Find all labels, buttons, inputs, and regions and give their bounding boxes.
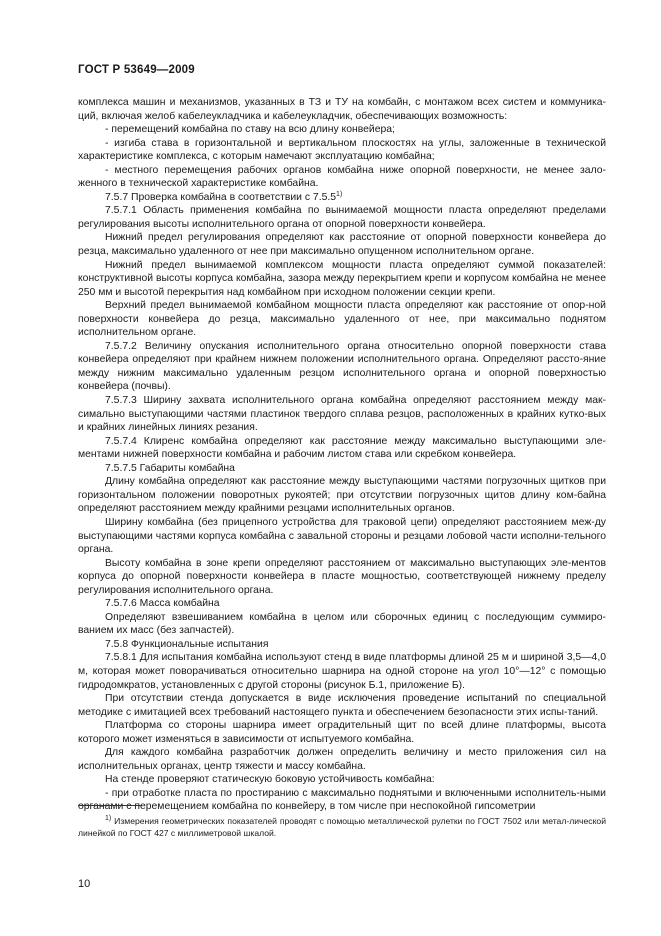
paragraph [78, 787, 606, 814]
paragraph-text: 7.5.8 Функциональные испытания [105, 638, 269, 650]
standard-header: ГОСТ Р 53649—2009 [78, 64, 195, 76]
paragraph [78, 123, 606, 137]
paragraph [78, 746, 606, 773]
paragraph [78, 137, 606, 164]
paragraph [78, 340, 606, 394]
paragraph-text: Нижний предел регулирования определяют как расстояние от опорной поверхности конвейера до резца, максимально удаленного от нее при максимально опущенном исполнительном органе. [78, 232, 606, 258]
paragraph-text: Высоту комбайна в зоне крепи определяют расстоянием от максимально выступающих эле-ментов корпуса до опорной поверхности конвейера в пласте мощностью, соответствующей нижнему пределу регулирования исполнительного органа. [78, 557, 606, 596]
paragraph [78, 611, 606, 638]
paragraph-text: 7.5.7.2 Величину опускания исполнительного органа относительно опорной поверхности става конвейера определяют при крайнем нижнем положении исполнительного органа. Определяют рассто-яние между нижним максимально удаленным резцом исполнительного органа и опорной поверхностью конвейера (почвы). [78, 340, 606, 393]
paragraph [78, 191, 606, 205]
footnote-marker: 1) [105, 815, 112, 822]
paragraph-text: Ширину комбайна (без прицепного устройства для траковой цепи) определяют расстоянием меж-ду выступающими частями корпуса комбайна с завальной стороны и резцами лобовой части исполни-тельного органа. [78, 516, 606, 556]
paragraph [78, 692, 606, 719]
footnote-reference: 1) [336, 190, 343, 198]
paragraph-text: 7.5.7.4 Клиренс комбайна определяют как расстояние между максимально выступающими эле-ментами нижней поверхности комбайна и рабочим листом става или скребком конвейера. [78, 435, 606, 461]
paragraph-text: Верхний предел вынимаемой комбайном мощности пласта определяют как расстояние от опор-ной поверхности конвейера до резца, максимально удаленного от нее, при максимально поднятом исполнительном органе. [78, 300, 606, 339]
page-number: 10 [78, 878, 91, 890]
footnote-text: Измерения геометрических показателей проводят с помощью металлической рулетки по ГОСТ 7502 или метал-лической линейкой по ГОСТ 427 с миллиметровой шкалой. [78, 816, 607, 838]
paragraph [78, 557, 606, 598]
footnote [78, 815, 606, 839]
paragraph-text: 7.5.7.6 Масса комбайна [105, 598, 220, 610]
paragraph-text: На стенде проверяют статическую боковую устойчивость комбайна: [105, 774, 435, 786]
paragraph-text: Для каждого комбайна разработчик должен определить величину и место приложения сил на исполнительных органах, центр тяжести и массу комбайна. [78, 747, 606, 772]
paragraph-text: - при отработке пласта по простиранию с максимально поднятыми и включенными исполнитель-ными органами с перемещением комбайна по конвейеру, в том числе при неспокойной гипсометрии [78, 787, 606, 813]
paragraph-text: Нижний предел вынимаемой комплексом мощности пласта определяют суммой показателей: конструктивной высоты корпуса комбайна, зазора между перекрытием крепи и корпусом комбайна не менее 250 мм и высотой перекрытия над комбайном при исходном положении секции крепи. [78, 259, 606, 298]
paragraph-text: При отсутствии стенда допускается в виде исключения проведение испытаний по специальной методике с имитацией всех требований настоящего пункта и обеспечением безопасности этих испы-таний. [78, 693, 606, 718]
paragraph-text: 7.5.7.3 Ширину захвата исполнительного органа комбайна определяют расстоянием между мак-симально выступающими частями пластинок твердого сплава резцов, расположенных в крайних кутко-вых и крайних линейных линиях резания. [78, 395, 606, 434]
paragraph-text: - местного перемещения рабочих органов комбайна ниже опорной поверхности, не менее зало-женного в технической характеристике комбайна. [78, 164, 606, 190]
paragraph [78, 719, 606, 746]
paragraph [78, 435, 606, 462]
paragraph [78, 204, 606, 231]
footnote-separator [78, 805, 142, 806]
paragraph [78, 259, 606, 300]
paragraph-text: 7.5.7 Проверка комбайна в соответствии с 7.5.5 [105, 191, 337, 203]
paragraph [78, 597, 606, 611]
paragraph [78, 394, 606, 435]
paragraph-text: Длину комбайна определяют как расстояние между выступающими частями погрузочных щитков при горизонтальном положении поворотных рукоятей; при отсутствии погрузочных щитов длину ком-байна определяют расстоянием между крайними резцами исполнительных органов. [78, 476, 606, 515]
paragraph [78, 299, 606, 340]
paragraph-text: Платформа со стороны шарнира имеет оградительный щит по всей длине платформы, высота которого может изменяться в зависимости от испытуемого комбайна. [78, 720, 606, 745]
paragraph-text: комплекса машин и механизмов, указанных в ТЗ и ТУ на комбайн, с монтажом всех систем и коммуника-ций, включая желоб кабелеукладчика и кабелеукладчик, обеспечивающих возможность: [78, 97, 606, 122]
paragraph-text: 7.5.7.5 Габариты комбайна [105, 462, 235, 474]
paragraph-text: Определяют взвешиванием комбайна в целом или сборочных единиц с последующим суммиро-ванием их масс (без запчастей). [78, 611, 606, 637]
paragraph [78, 231, 606, 258]
body-text [78, 96, 606, 814]
paragraph [78, 651, 606, 692]
paragraph [78, 462, 606, 476]
paragraph [78, 773, 606, 787]
paragraph [78, 516, 606, 557]
paragraph [78, 638, 606, 652]
paragraph [78, 96, 606, 123]
paragraph-text: - изгиба става в горизонтальной и вертикальном плоскостях на углы, заложенные в технической характеристике комплекса, с которым намечают эксплуатацию комбайна; [78, 137, 606, 163]
paragraph [78, 475, 606, 516]
paragraph-text: - перемещений комбайна по ставу на всю длину конвейера; [105, 124, 395, 136]
paragraph-text: 7.5.8.1 Для испытания комбайна используют стенд в виде платформы длиной 25 м и шириной 3,5—4,0 м, которая может поворачиваться относительно шарнира на одной стороне на угол 10°—12° с помощью гидродомкратов, установленных с другой стороны (рисунок Б.1, приложение Б). [78, 652, 606, 691]
paragraph-text: 7.5.7.1 Область применения комбайна по вынимаемой мощности пласта определяют пределами регулирования высоты исполнительного органа от опорной поверхности конвейера. [78, 205, 606, 230]
paragraph [78, 164, 606, 191]
